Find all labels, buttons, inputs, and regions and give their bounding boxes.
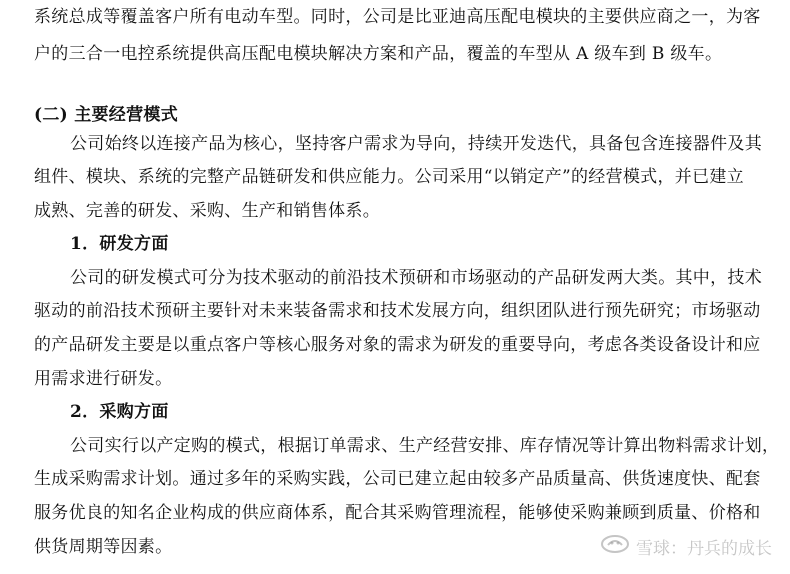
paragraph-line: 服务优良的知名企业构成的供应商体系，配合其采购管理流程，能够使采购兼顾到质量、价格和 bbox=[34, 503, 761, 523]
subsection-heading: 1．研发方面 bbox=[70, 234, 169, 254]
paragraph-line: 组件、模块、系统的完整产品链研发和供应能力。公司采用“以销定产”的经营模式，并已建立 bbox=[34, 167, 744, 187]
paragraph-line: 供货周期等因素。 bbox=[34, 537, 173, 557]
paragraph-line: 系统总成等覆盖客户所有电动车型。同时，公司是比亚迪高压配电模块的主要供应商之一，为客 bbox=[34, 7, 761, 27]
section-heading: (二) 主要经营模式 bbox=[34, 105, 179, 125]
paragraph-line: 公司实行以产定购的模式，根据订单需求、生产经营安排、库存情况等计算出物料需求计划， bbox=[70, 436, 780, 456]
watermark bbox=[600, 533, 772, 560]
paragraph-line: 成熟、完善的研发、采购、生产和销售体系。 bbox=[34, 201, 380, 221]
paragraph-line: 公司始终以连接产品为核心，坚持客户需求为导向，持续开发迭代，具备包含连接器件及其 bbox=[70, 134, 762, 154]
paragraph-line: 的产品研发主要是以重点客户等核心服务对象的需求为研发的重要导向，考虑各类设备设计和应 bbox=[34, 335, 761, 355]
snowball-logo-icon bbox=[600, 533, 630, 560]
subsection-heading: 2．采购方面 bbox=[70, 402, 169, 422]
paragraph-line: 生成采购需求计划。通过多年的采购实践，公司已建立起由较多产品质量高、供货速度快、配套 bbox=[34, 469, 761, 489]
paragraph-line: 户的三合一电控系统提供高压配电模块解决方案和产品，覆盖的车型从 A 级车到 B 级车。 bbox=[34, 44, 723, 64]
paragraph-line: 用需求进行研发。 bbox=[34, 369, 173, 389]
watermark-text: 雪球：丹兵的成长 bbox=[636, 539, 772, 559]
paragraph-line: 公司的研发模式可分为技术驱动的前沿技术预研和市场驱动的产品研发两大类。其中，技术 bbox=[70, 268, 762, 288]
paragraph-line: 驱动的前沿技术预研主要针对未来装备需求和技术发展方向，组织团队进行预先研究；市场驱动 bbox=[34, 301, 761, 321]
